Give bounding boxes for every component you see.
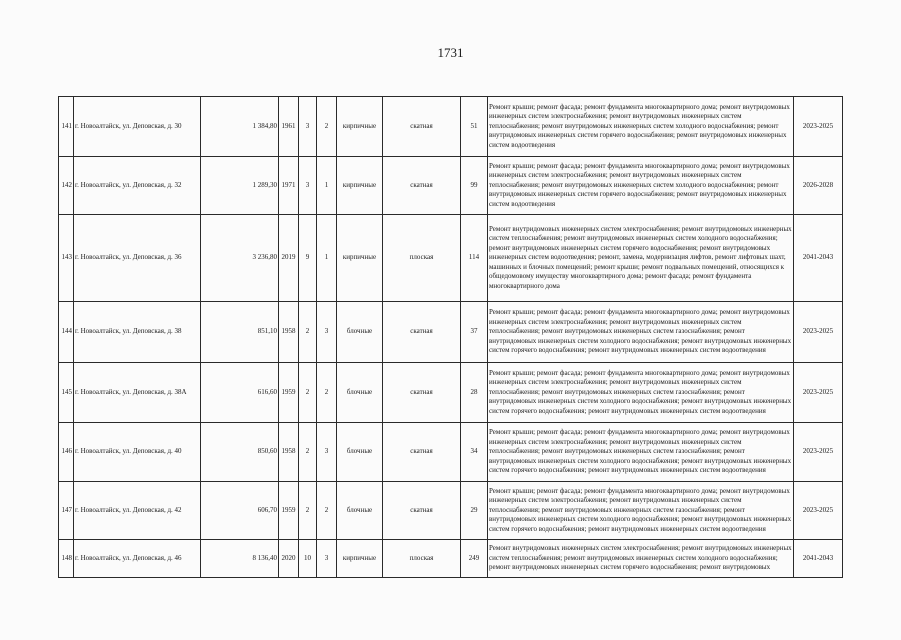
table-row — [59, 302, 843, 363]
floors-cell: 2 — [299, 482, 317, 540]
floors-cell: 3 — [299, 157, 317, 215]
period-cell: 2023-2025 — [794, 423, 843, 482]
area-cell: 850,60 — [201, 423, 279, 482]
period-cell: 2041-2043 — [794, 540, 843, 578]
walls-cell: кирпичные — [337, 215, 383, 302]
residents-cell: 29 — [461, 482, 488, 540]
roof-cell: скатная — [383, 157, 461, 215]
works-cell: Ремонт крыши; ремонт фасада; ремонт фундамента многоквартирного дома; ремонт внутридомовых инженерных систем электроснабжения; ремонт внутридомовых инженерных систем теплоснабжения; ремонт внутридомовых инженерных систем газоснабжения; ремонт внутридомовых инженерных систем холодного водоснабжения; ремонт внутридомовых инженерных систем горячего водоснабжения; ремонт внутридомовых инженерных систем водоотведения — [488, 423, 794, 482]
address-cell: г. Новоалтайск, ул. Деповская, д. 30 — [74, 97, 201, 157]
row-number: 142 — [59, 157, 74, 215]
row-number: 145 — [59, 363, 74, 423]
address-cell: г. Новоалтайск, ул. Деповская, д. 32 — [74, 157, 201, 215]
area-cell: 1 384,80 — [201, 97, 279, 157]
works-cell: Ремонт крыши; ремонт фасада; ремонт фундамента многоквартирного дома; ремонт внутридомовых инженерных систем электроснабжения; ремонт внутридомовых инженерных систем теплоснабжения; ремонт внутридомовых инженерных систем газоснабжения; ремонт внутридомовых инженерных систем холодного водоснабжения; ремонт внутридомовых инженерных систем горячего водоснабжения; ремонт внутридомовых инженерных систем водоотведения — [488, 302, 794, 363]
table-row — [59, 482, 843, 540]
address-cell: г. Новоалтайск, ул. Деповская, д. 38А — [74, 363, 201, 423]
floors-cell: 9 — [299, 215, 317, 302]
entrances-cell: 1 — [317, 215, 337, 302]
address-cell: г. Новоалтайск, ул. Деповская, д. 42 — [74, 482, 201, 540]
residents-cell: 34 — [461, 423, 488, 482]
walls-cell: блочные — [337, 423, 383, 482]
year-cell: 1971 — [279, 157, 299, 215]
period-cell: 2023-2025 — [794, 363, 843, 423]
table-row — [59, 423, 843, 482]
row-number: 143 — [59, 215, 74, 302]
row-number: 144 — [59, 302, 74, 363]
period-cell: 2041-2043 — [794, 215, 843, 302]
year-cell: 1959 — [279, 363, 299, 423]
works-cell: Ремонт внутридомовых инженерных систем электроснабжения; ремонт внутридомовых инженерных систем теплоснабжения; ремонт внутридомовых инженерных систем холодного водоснабжения; ремонт внутридомовых инженерных систем горячего водоснабжения; ремонт внутридомовых инженерных систем водоотведения; ремонт, замена, модернизация лифтов, ремонт лифтовых шахт, машинных и блочных помещений; ремонт крыши; ремонт подвальных помещений, относящихся к общедомовому имуществу многоквартирного дома; ремонт фасада; ремонт фундамента многоквартирного дома — [488, 215, 794, 302]
roof-cell: скатная — [383, 482, 461, 540]
works-cell: Ремонт крыши; ремонт фасада; ремонт фундамента многоквартирного дома; ремонт внутридомовых инженерных систем электроснабжения; ремонт внутридомовых инженерных систем теплоснабжения; ремонт внутридомовых инженерных систем газоснабжения; ремонт внутридомовых инженерных систем холодного водоснабжения; ремонт внутридомовых инженерных систем горячего водоснабжения; ремонт внутридомовых инженерных систем водоотведения — [488, 482, 794, 540]
residents-cell: 51 — [461, 97, 488, 157]
period-cell: 2026-2028 — [794, 157, 843, 215]
table-row — [59, 363, 843, 423]
year-cell: 2020 — [279, 540, 299, 578]
entrances-cell: 3 — [317, 540, 337, 578]
year-cell: 1958 — [279, 423, 299, 482]
entrances-cell: 3 — [317, 423, 337, 482]
period-cell: 2023-2025 — [794, 482, 843, 540]
walls-cell: блочные — [337, 363, 383, 423]
period-cell: 2023-2025 — [794, 302, 843, 363]
roof-cell: скатная — [383, 97, 461, 157]
floors-cell: 2 — [299, 423, 317, 482]
year-cell: 1959 — [279, 482, 299, 540]
entrances-cell: 2 — [317, 363, 337, 423]
table-row — [59, 97, 843, 157]
page-number: 1731 — [437, 45, 464, 60]
entrances-cell: 3 — [317, 302, 337, 363]
area-cell: 606,70 — [201, 482, 279, 540]
works-cell: Ремонт крыши; ремонт фасада; ремонт фундамента многоквартирного дома; ремонт внутридомовых инженерных систем электроснабжения; ремонт внутридомовых инженерных систем теплоснабжения; ремонт внутридомовых инженерных систем холодного водоснабжения; ремонт внутридомовых инженерных систем горячего водоснабжения; ремонт внутридомовых инженерных систем водоотведения — [488, 157, 794, 215]
floors-cell: 10 — [299, 540, 317, 578]
area-cell: 616,60 — [201, 363, 279, 423]
period-cell: 2023-2025 — [794, 97, 843, 157]
residents-cell: 114 — [461, 215, 488, 302]
address-cell: г. Новоалтайск, ул. Деповская, д. 36 — [74, 215, 201, 302]
floors-cell: 2 — [299, 302, 317, 363]
table-row — [59, 157, 843, 215]
year-cell: 1958 — [279, 302, 299, 363]
residents-cell: 99 — [461, 157, 488, 215]
walls-cell: блочные — [337, 302, 383, 363]
floors-cell: 2 — [299, 363, 317, 423]
works-cell: Ремонт крыши; ремонт фасада; ремонт фундамента многоквартирного дома; ремонт внутридомовых инженерных систем электроснабжения; ремонт внутридомовых инженерных систем теплоснабжения; ремонт внутридомовых инженерных систем газоснабжения; ремонт внутридомовых инженерных систем холодного водоснабжения; ремонт внутридомовых инженерных систем горячего водоснабжения; ремонт внутридомовых инженерных систем водоотведения — [488, 363, 794, 423]
roof-cell: скатная — [383, 363, 461, 423]
walls-cell: кирпичные — [337, 540, 383, 578]
area-cell: 851,10 — [201, 302, 279, 363]
row-number: 141 — [59, 97, 74, 157]
floors-cell: 3 — [299, 97, 317, 157]
walls-cell: блочные — [337, 482, 383, 540]
address-cell: г. Новоалтайск, ул. Деповская, д. 38 — [74, 302, 201, 363]
entrances-cell: 1 — [317, 157, 337, 215]
row-number: 147 — [59, 482, 74, 540]
table-row — [59, 215, 843, 302]
year-cell: 2019 — [279, 215, 299, 302]
roof-cell: скатная — [383, 302, 461, 363]
row-number: 148 — [59, 540, 74, 578]
residents-cell: 249 — [461, 540, 488, 578]
area-cell: 3 236,80 — [201, 215, 279, 302]
works-cell: Ремонт внутридомовых инженерных систем электроснабжения; ремонт внутридомовых инженерных систем теплоснабжения; ремонт внутридомовых инженерных систем холодного водоснабжения; ремонт внутридомовых инженерных систем горячего водоснабжения; ремонт внутридомовых — [488, 540, 794, 578]
year-cell: 1961 — [279, 97, 299, 157]
address-cell: г. Новоалтайск, ул. Деповская, д. 40 — [74, 423, 201, 482]
walls-cell: кирпичные — [337, 157, 383, 215]
walls-cell: кирпичные — [337, 97, 383, 157]
area-cell: 1 289,30 — [201, 157, 279, 215]
roof-cell: плоская — [383, 215, 461, 302]
entrances-cell: 2 — [317, 482, 337, 540]
works-cell: Ремонт крыши; ремонт фасада; ремонт фундамента многоквартирного дома; ремонт внутридомовых инженерных систем электроснабжения; ремонт внутридомовых инженерных систем теплоснабжения; ремонт внутридомовых инженерных систем холодного водоснабжения; ремонт внутридомовых инженерных систем горячего водоснабжения; ремонт внутридомовых инженерных систем водоотведения — [488, 97, 794, 157]
roof-cell: скатная — [383, 423, 461, 482]
area-cell: 8 136,40 — [201, 540, 279, 578]
row-number: 146 — [59, 423, 74, 482]
roof-cell: плоская — [383, 540, 461, 578]
housing-registry-table — [58, 96, 843, 578]
table-row — [59, 540, 843, 578]
residents-cell: 28 — [461, 363, 488, 423]
residents-cell: 37 — [461, 302, 488, 363]
address-cell: г. Новоалтайск, ул. Деповская, д. 46 — [74, 540, 201, 578]
entrances-cell: 2 — [317, 97, 337, 157]
